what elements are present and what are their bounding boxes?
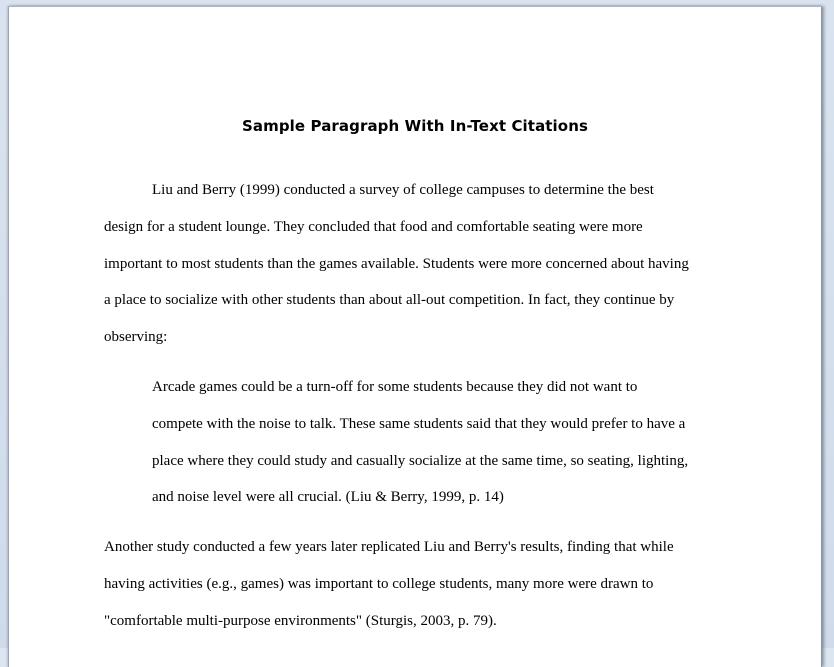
paragraph-1-line: observing: xyxy=(104,329,168,346)
block-quote-line: compete with the noise to talk. These same students said that they would prefer to have a xyxy=(152,415,686,432)
document-page xyxy=(8,6,822,667)
paragraph-2-line: having activities (e.g., games) was important to college students, many more were drawn to xyxy=(104,575,654,592)
document-title: Sample Paragraph With In-Text Citations xyxy=(241,117,589,135)
paragraph-1 xyxy=(104,172,736,356)
paragraph-1-line: Liu and Berry (1999) conducted a survey of college campuses to determine the best xyxy=(152,182,654,198)
paragraph-2-line: Another study conducted a few years later replicated Liu and Berry's results, finding that while xyxy=(104,539,674,556)
block-quote-line: place where they could study and casually socialize at the same time, so seating, lighting, xyxy=(152,452,689,469)
block-quote xyxy=(152,369,736,516)
block-quote-line: Arcade games could be a turn-off for some students because they did not want to xyxy=(152,378,638,395)
block-quote-line: and noise level were all crucial. (Liu & Berry, 1999, p. 14) xyxy=(152,489,504,506)
document-body xyxy=(104,172,736,640)
paragraph-1-line: a place to socialize with other students than about all-out competition. In fact, they continue by xyxy=(104,292,675,309)
paragraph-1-line: important to most students than the games available. Students were more concerned about having xyxy=(104,255,689,272)
paragraph-2-line: "comfortable multi-purpose environments" (Sturgis, 2003, p. 79). xyxy=(104,612,497,629)
paragraph-2 xyxy=(104,529,736,639)
paragraph-1-line: design for a student lounge. They concluded that food and comfortable seating were more xyxy=(104,218,643,235)
